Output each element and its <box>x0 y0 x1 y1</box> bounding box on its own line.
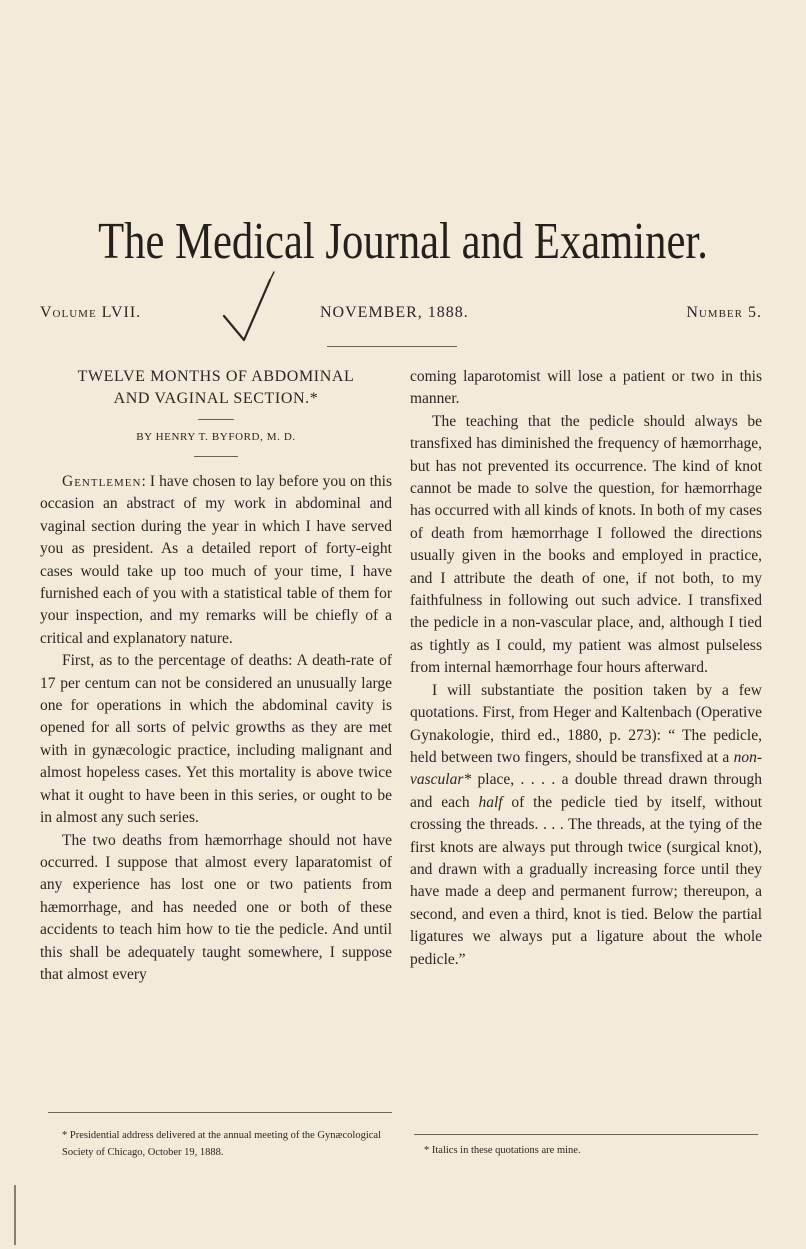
paragraph-1-text: : I have chosen to lay before you on this occasion an abstract of my work in abdominal and vaginal section during the year in which I have served you as president. As a detailed report of forty-eight cases would take up too much of your time, I have furnished each of you with a statistical table of them for your inspection, and my remarks will be chiefly of a critical and explanatory nature. <box>40 473 392 647</box>
footnote-left: * Presidential address delivered at the annual meeting of the Gynæcological Society of Chicago, October 19, 1888. <box>62 1130 381 1158</box>
header-rule <box>327 346 457 347</box>
volume-label: Volume LVII. <box>40 304 142 321</box>
paragraph-2: First, as to the percentage of deaths: A death-rate of 17 per centum can not be considered an unusually large one for operations in which the abdominal cavity is opened for all sorts of pelvic growths as they are met with in gynæcologic practice, including malignant and almost hopeless cases. Yet this mortality is above twice what it ought to have been in this series, or ought to be in almost any such series. <box>40 652 392 827</box>
paragraph-6-emphasis-1: non-vascular* <box>410 748 762 789</box>
article-byline: BY HENRY T. BYFORD, M. D. <box>136 431 296 443</box>
paragraph-6-text-c: of the pedicle tied by itself, without crossing the threads. . . . The threads, at the tying of the first knots are always put through twice (surgical knot), and drawn with a gradually increasing force until they have made a deep and permanent furrow; thereupon, a second, and even a third, knot is tied. Below the partial ligatures we always put a ligature about the whole pedicle.” <box>410 793 762 968</box>
title-rule <box>198 419 234 420</box>
article-title-line-2: AND VAGINAL SECTION.* <box>113 390 319 407</box>
paragraph-1 <box>40 471 392 650</box>
right-column <box>410 366 762 971</box>
paragraph-6-text-b: place, . . . . a double thread drawn through and each <box>410 771 762 811</box>
issue-number: Number 5. <box>686 304 762 321</box>
salutation: Gentlemen <box>62 473 142 490</box>
paragraph-6 <box>410 680 762 971</box>
binding-edge-mark <box>14 1185 16 1245</box>
paragraph-4: coming laparotomist will lose a patient or two in this manner. <box>410 368 762 408</box>
paragraph-5: The teaching that the pedicle should always be transfixed has diminished the frequency of hæmorrhage, but has not prevented its occurrence. The kind of knot cannot be made to solve the question, for hæmorrhage has occurred with all kinds of knots. In both of my cases of death from hæmorrhage I followed the directions usually given in the books and employed in practice, and I attribute the death of one, if not both, to my faithfulness in following out such advice. I transfixed the pedicle in a non-vascular place, and, although I tied as tightly as I could, my patient was almost pulseless from internal hæmorrhage four hours afterward. <box>410 412 762 677</box>
footnote-rule-right <box>414 1134 758 1135</box>
journal-title: The Medical Journal and Examiner. <box>98 213 708 270</box>
article-title-line-1: TWELVE MONTHS OF ABDOMINAL <box>77 368 355 385</box>
byline-rule <box>194 456 238 457</box>
left-column <box>40 366 392 986</box>
issue-date: NOVEMBER, 1888. <box>320 304 469 321</box>
issue-line <box>40 304 762 328</box>
paragraph-3: The two deaths from hæmorrhage should not have occurred. I suppose that almost every laparatomist of any experience has lost one or two patients from hæmorrhage, and has needed one or both of these accidents to teach him how to tie the pedicle. And until this shall be adequately taught somewhere, I suppose that almost every <box>40 831 392 983</box>
footnote-right: * Italics in these quotations are mine. <box>424 1145 581 1156</box>
footnote-rule-left <box>48 1112 392 1113</box>
handwritten-check-mark <box>222 270 292 350</box>
paragraph-6-emphasis-2: half <box>478 793 503 811</box>
paragraph-6-text-a: I will substantiate the position taken by a few quotations. First, from Heger and Kaltenbach (Operative Gynakologie, third ed., 1880, p. 273): “ The pedicle, held between two fingers, should be transfixed at a <box>410 681 762 766</box>
